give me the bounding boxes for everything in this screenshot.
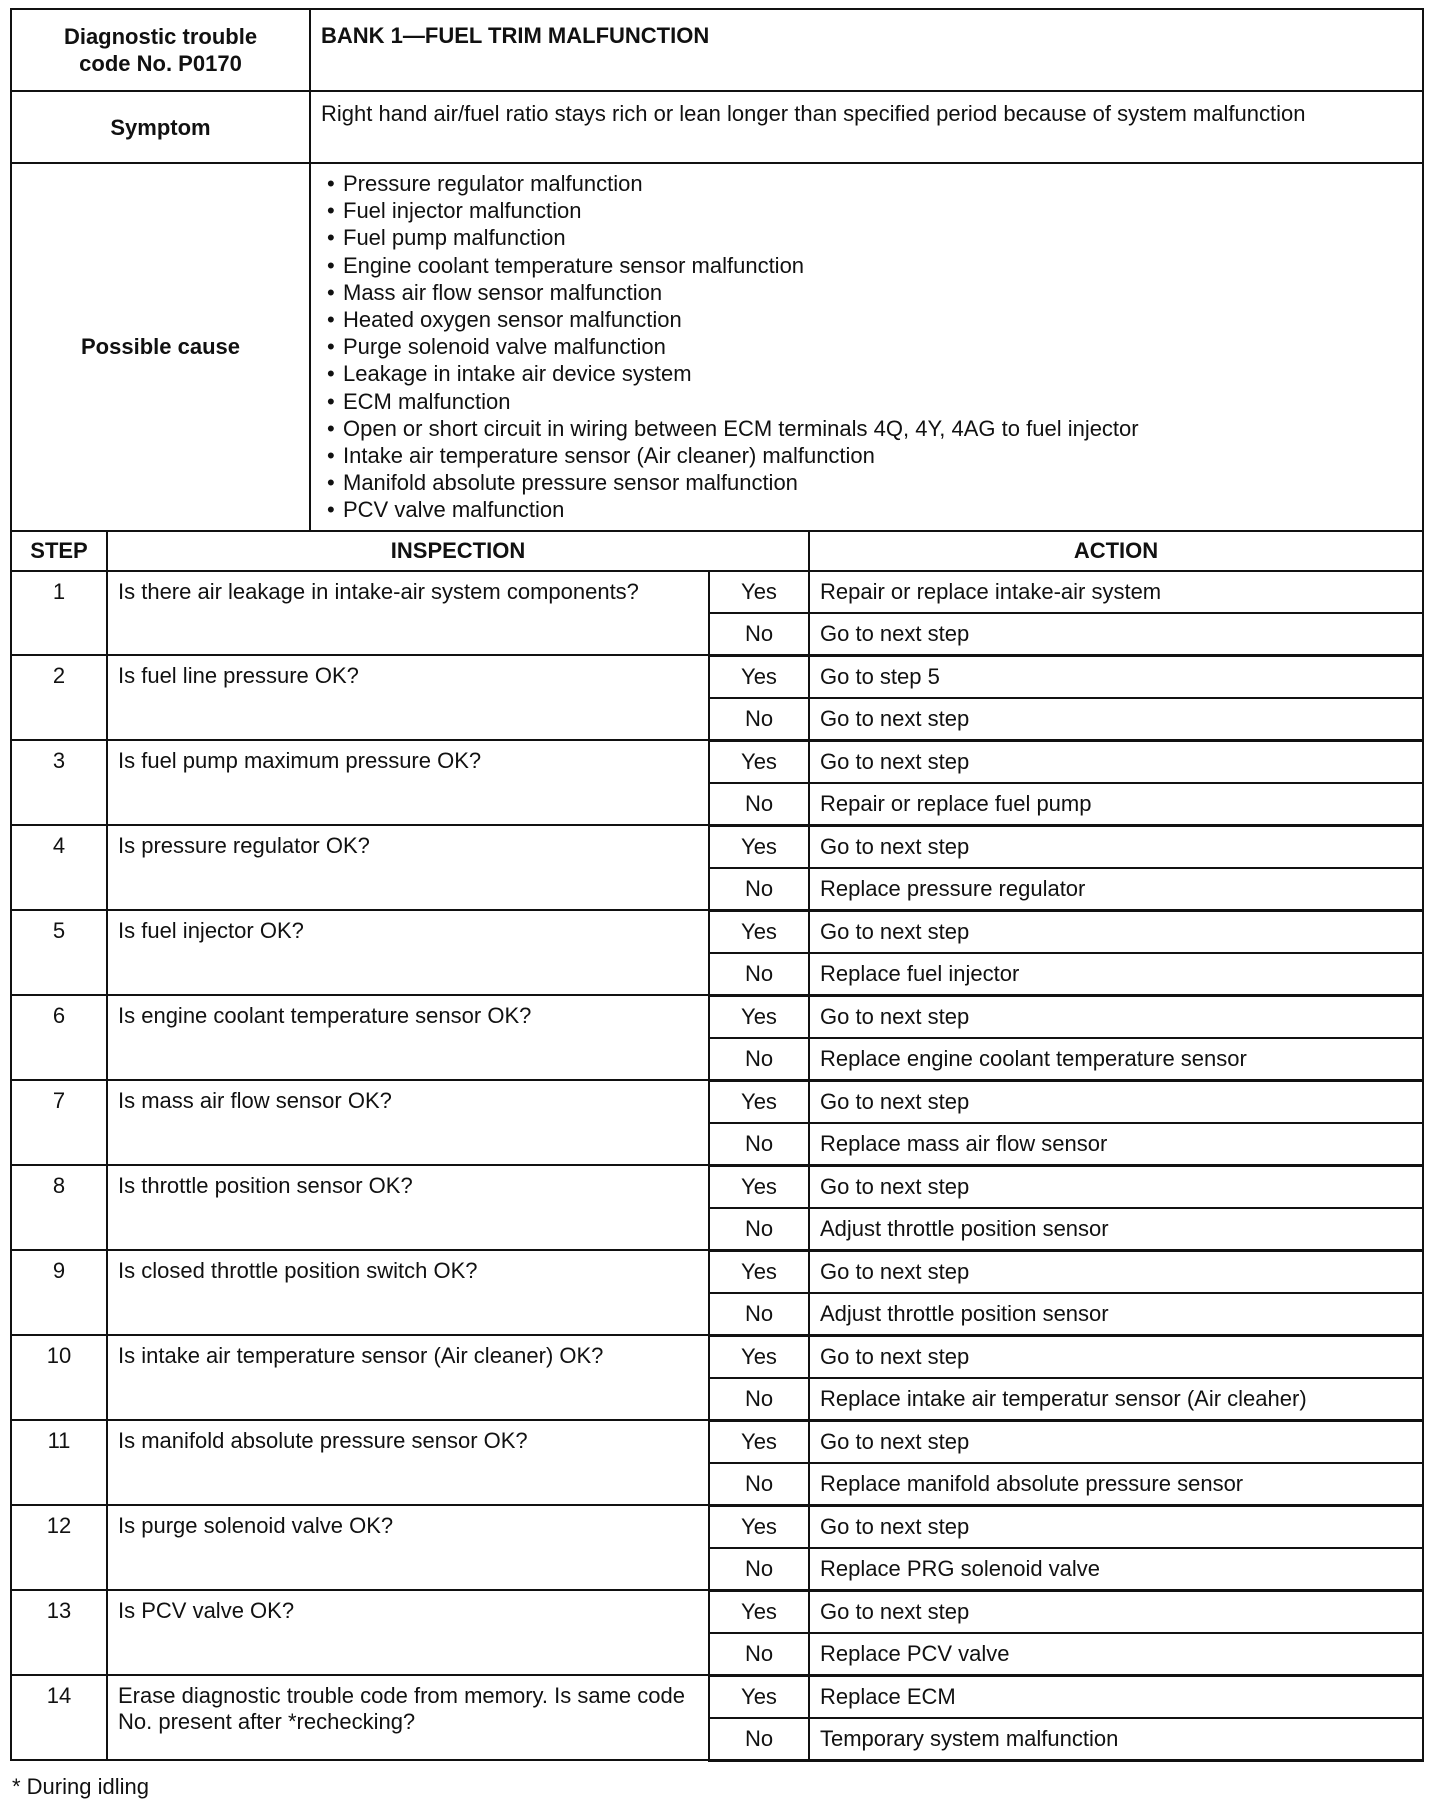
step-row-yes <box>11 1505 1423 1548</box>
step-row-yes <box>11 655 1423 698</box>
step-row-yes <box>11 825 1423 868</box>
cause-item: • Fuel pump malfunction <box>321 224 1412 251</box>
inspection-column-header: INSPECTION <box>107 531 809 571</box>
step-row-yes <box>11 571 1423 613</box>
cause-item: • Manifold absolute pressure sensor malfunction <box>321 469 1412 496</box>
answer-no: No <box>709 1633 809 1676</box>
inspection-text: Is there air leakage in intake-air system components? <box>107 571 709 656</box>
answer-yes: Yes <box>709 1250 809 1293</box>
inspection-text: Is closed throttle position switch OK? <box>107 1250 709 1335</box>
inspection-text: Is mass air flow sensor OK? <box>107 1080 709 1165</box>
action-column-header: ACTION <box>809 531 1423 571</box>
steps-body <box>11 571 1423 1761</box>
answer-no: No <box>709 1548 809 1591</box>
cause-item: • Open or short circuit in wiring between ECM terminals 4Q, 4Y, 4AG to fuel injector <box>321 415 1412 442</box>
action-no: Go to next step <box>809 698 1423 741</box>
cause-item: • Engine coolant temperature sensor malfunction <box>321 252 1412 279</box>
answer-yes: Yes <box>709 1675 809 1718</box>
step-number: 7 <box>11 1080 107 1165</box>
action-no: Replace fuel injector <box>809 953 1423 996</box>
answer-no: No <box>709 868 809 911</box>
answer-yes: Yes <box>709 571 809 613</box>
action-no: Replace mass air flow sensor <box>809 1123 1423 1166</box>
action-yes: Go to next step <box>809 825 1423 868</box>
answer-yes: Yes <box>709 825 809 868</box>
action-no: Replace intake air temperatur sensor (Air cleaher) <box>809 1378 1423 1421</box>
answer-no: No <box>709 1038 809 1081</box>
step-row-yes <box>11 995 1423 1038</box>
action-yes: Go to next step <box>809 995 1423 1038</box>
action-yes: Go to next step <box>809 910 1423 953</box>
cause-item: • Pressure regulator malfunction <box>321 170 1412 197</box>
step-row-yes <box>11 1165 1423 1208</box>
inspection-text: Is fuel injector OK? <box>107 910 709 995</box>
inspection-text: Is engine coolant temperature sensor OK? <box>107 995 709 1080</box>
action-no: Replace manifold absolute pressure sensor <box>809 1463 1423 1506</box>
answer-yes: Yes <box>709 995 809 1038</box>
step-number: 9 <box>11 1250 107 1335</box>
column-header-row <box>11 531 1423 571</box>
step-number: 2 <box>11 655 107 740</box>
inspection-text: Is intake air temperature sensor (Air cleaner) OK? <box>107 1335 709 1420</box>
symptom-row <box>11 91 1423 163</box>
step-column-header: STEP <box>11 531 107 571</box>
answer-yes: Yes <box>709 1590 809 1633</box>
action-yes: Replace ECM <box>809 1675 1423 1718</box>
step-row-yes <box>11 1080 1423 1123</box>
diagnostic-page <box>10 8 1422 1800</box>
possible-cause-cell <box>310 163 1423 531</box>
step-number: 8 <box>11 1165 107 1250</box>
dtc-label: Diagnostic trouble code No. P0170 <box>11 9 310 91</box>
possible-cause-label: Possible cause <box>11 163 310 531</box>
step-row-yes <box>11 1420 1423 1463</box>
action-yes: Go to next step <box>809 1590 1423 1633</box>
action-yes: Go to next step <box>809 1420 1423 1463</box>
action-yes: Go to next step <box>809 740 1423 783</box>
action-yes: Go to next step <box>809 1250 1423 1293</box>
answer-yes: Yes <box>709 1080 809 1123</box>
answer-no: No <box>709 1463 809 1506</box>
inspection-text: Erase diagnostic trouble code from memory. Is same code No. present after *rechecking? <box>107 1675 709 1760</box>
inspection-text: Is manifold absolute pressure sensor OK? <box>107 1420 709 1505</box>
cause-item: • Heated oxygen sensor malfunction <box>321 306 1412 333</box>
answer-no: No <box>709 698 809 741</box>
page-title: BANK 1—FUEL TRIM MALFUNCTION <box>310 9 1423 91</box>
symptom-text: Right hand air/fuel ratio stays rich or lean longer than specified period because of system malfunction <box>310 91 1423 163</box>
answer-no: No <box>709 953 809 996</box>
action-no: Temporary system malfunction <box>809 1718 1423 1761</box>
cause-item: • PCV valve malfunction <box>321 496 1412 523</box>
answer-no: No <box>709 1718 809 1761</box>
dtc-row <box>11 9 1423 91</box>
dtc-header-table <box>10 8 1424 532</box>
action-yes: Go to step 5 <box>809 655 1423 698</box>
action-yes: Repair or replace intake-air system <box>809 571 1423 613</box>
answer-no: No <box>709 1123 809 1166</box>
cause-item: • ECM malfunction <box>321 388 1412 415</box>
answer-no: No <box>709 613 809 656</box>
cause-item: • Purge solenoid valve malfunction <box>321 333 1412 360</box>
step-number: 6 <box>11 995 107 1080</box>
action-no: Replace pressure regulator <box>809 868 1423 911</box>
inspection-text: Is purge solenoid valve OK? <box>107 1505 709 1590</box>
step-row-yes <box>11 1675 1423 1718</box>
action-no: Replace PRG solenoid valve <box>809 1548 1423 1591</box>
cause-item: • Mass air flow sensor malfunction <box>321 279 1412 306</box>
action-no: Repair or replace fuel pump <box>809 783 1423 826</box>
action-no: Adjust throttle position sensor <box>809 1208 1423 1251</box>
action-yes: Go to next step <box>809 1505 1423 1548</box>
inspection-text: Is throttle position sensor OK? <box>107 1165 709 1250</box>
action-yes: Go to next step <box>809 1165 1423 1208</box>
answer-no: No <box>709 1293 809 1336</box>
step-row-yes <box>11 910 1423 953</box>
inspection-text: Is PCV valve OK? <box>107 1590 709 1675</box>
step-number: 11 <box>11 1420 107 1505</box>
step-number: 1 <box>11 571 107 656</box>
action-no: Replace PCV valve <box>809 1633 1423 1676</box>
answer-yes: Yes <box>709 910 809 953</box>
answer-yes: Yes <box>709 1335 809 1378</box>
cause-item: • Intake air temperature sensor (Air cleaner) malfunction <box>321 442 1412 469</box>
action-no: Adjust throttle position sensor <box>809 1293 1423 1336</box>
step-number: 13 <box>11 1590 107 1675</box>
inspection-text: Is pressure regulator OK? <box>107 825 709 910</box>
cause-row <box>11 163 1423 531</box>
action-yes: Go to next step <box>809 1335 1423 1378</box>
answer-yes: Yes <box>709 655 809 698</box>
step-number: 4 <box>11 825 107 910</box>
symptom-label: Symptom <box>11 91 310 163</box>
answer-yes: Yes <box>709 1505 809 1548</box>
step-number: 10 <box>11 1335 107 1420</box>
step-number: 5 <box>11 910 107 995</box>
answer-no: No <box>709 1208 809 1251</box>
step-number: 12 <box>11 1505 107 1590</box>
inspection-table <box>10 530 1424 1762</box>
possible-cause-list <box>311 164 1422 530</box>
answer-yes: Yes <box>709 1165 809 1208</box>
cause-item: • Leakage in intake air device system <box>321 360 1412 387</box>
action-no: Replace engine coolant temperature sensor <box>809 1038 1423 1081</box>
step-row-yes <box>11 1590 1423 1633</box>
inspection-text: Is fuel pump maximum pressure OK? <box>107 740 709 825</box>
inspection-text: Is fuel line pressure OK? <box>107 655 709 740</box>
answer-no: No <box>709 1378 809 1421</box>
action-yes: Go to next step <box>809 1080 1423 1123</box>
answer-no: No <box>709 783 809 826</box>
step-row-yes <box>11 1250 1423 1293</box>
answer-yes: Yes <box>709 740 809 783</box>
cause-item: • Fuel injector malfunction <box>321 197 1412 224</box>
footnote: * During idling <box>12 1773 149 1799</box>
action-no: Go to next step <box>809 613 1423 656</box>
step-row-yes <box>11 740 1423 783</box>
step-number: 14 <box>11 1675 107 1760</box>
step-row-yes <box>11 1335 1423 1378</box>
step-number: 3 <box>11 740 107 825</box>
answer-yes: Yes <box>709 1420 809 1463</box>
